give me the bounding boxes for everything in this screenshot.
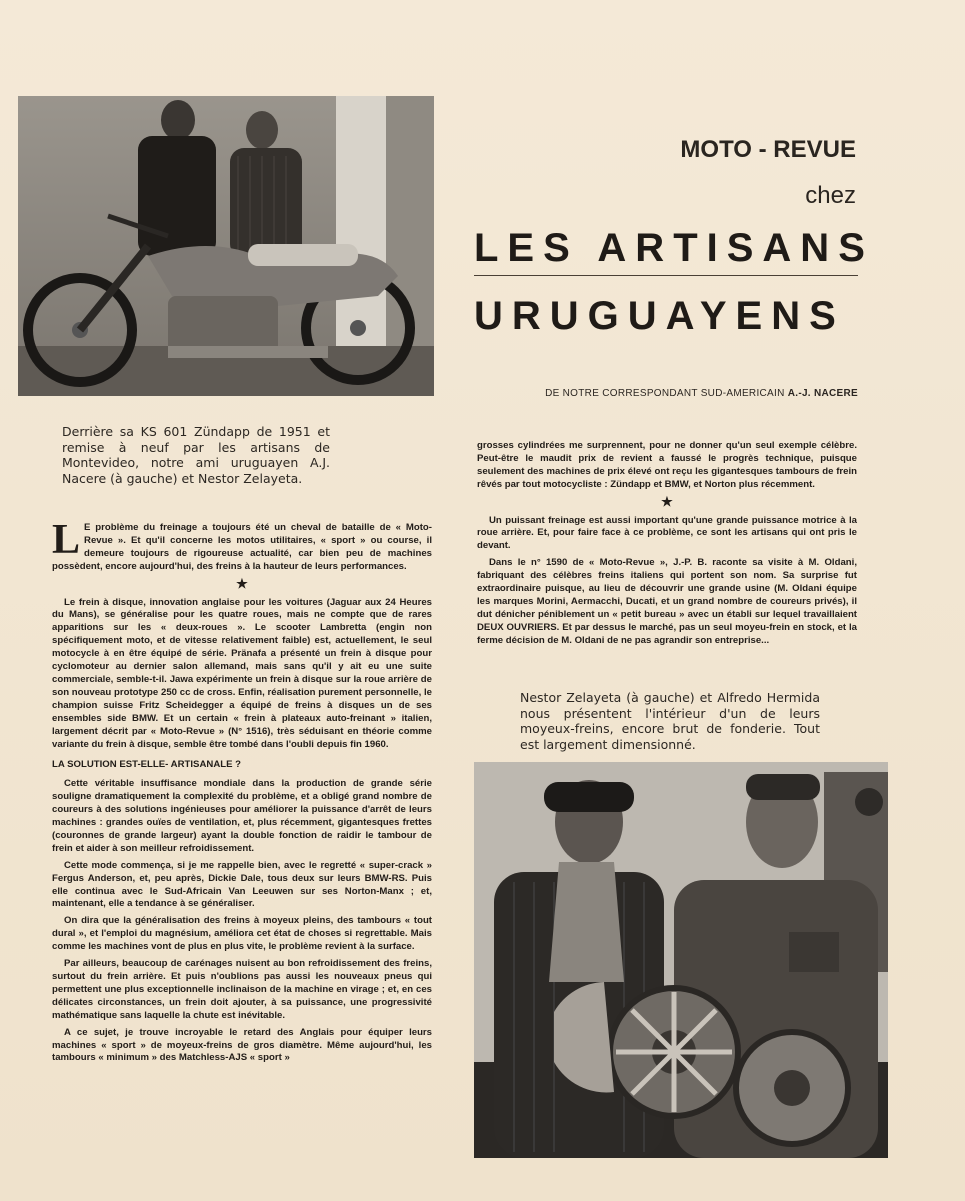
byline-author: A.-J. NACERE bbox=[787, 388, 858, 399]
photo-men-with-motorcycle bbox=[18, 96, 434, 396]
title-rule bbox=[474, 275, 858, 276]
paragraph-continued: grosses cylindrées me surprennent, pour ne donner qu'un seul exemple célèbre. Peut-être le maudit prix de revient a faussé le progrès technique, puisque seulement des machines de prix élevé ont reçu les gigantesques tambours de frein rêvés par tout motocycliste : Zündapp et BMW, et Norton plus récemment. bbox=[477, 440, 857, 490]
article-title-line2: URUGUAYENS bbox=[474, 294, 845, 338]
star-separator-right: ★ bbox=[661, 493, 673, 509]
byline-prefix: DE NOTRE CORRESPONDANT SUD-AMERICAIN bbox=[545, 388, 785, 399]
header-kicker-chez: chez bbox=[805, 182, 856, 209]
paragraph-oldani: Dans le n° 1590 de « Moto-Revue », J.-P. B. raconte sa visite à M. Oldani, fabriquant des célèbres freins italiens qui portent son nom. Sa surprise fut extraordinaire puisque, au lieu de découvrir une grande usine (M. Oldani équipe les marques Morini, Aermacchi, Ducati, et un grand nombre de coureurs privés), il dut dénicher péniblement un « petit bureau » avec un établi sur lequel travaillaient DEUX OUVRIERS. Et par dessus le marché, pas un seul moyeu-frein en stock, et la ferme décision de M. Oldani de ne pas agrandir son entreprise... bbox=[477, 557, 857, 646]
paragraph-insufficiency: Cette véritable insuffisance mondiale dans la production de grande série souligne dramatiquement la complexité du problème, et a obligé grand nombre de coureurs à des solutions ingénieuses pour améliorer la puissance d'arrêt de leurs machines : grandes ouïes de ventilation, et, plus récemment, gigantesques frettes (couronnes de grande largeur) ayant la double fonction de raidir le tambour de frein et aider à son meilleur refroidissement. bbox=[52, 778, 432, 854]
paragraph-powerful-braking: Un puissant freinage est aussi important qu'une grande puissance motrice à la roue arrière. Et, pour faire face à ce problème, ce sont les artisans qui ont pris le devant. bbox=[477, 514, 857, 552]
paragraph-fashion: Cette mode commença, si je me rappelle bien, avec le regretté « super-crack » Fergus Anderson, et, peu après, Dickie Dale, tous deux sur leurs BMW-RS. Puis elle continua avec le Sud-Africain Van Leeuwen sur ses Norton-Manx ; et, maintenant, elle a tendance à se généraliser. bbox=[52, 859, 432, 910]
star-separator: ★ bbox=[236, 575, 248, 591]
paragraph-generalisation: On dira que la généralisation des freins à moyeux pleins, des tambours « tout dural », et l'emploi du magnésium, améliora cet état de choses si regrettable. Mais comme les machines vont de plus en plus vite, le problème revient à la surface. bbox=[52, 915, 432, 953]
intro-paragraph bbox=[52, 517, 432, 574]
article-title-line1: LES ARTISANS bbox=[474, 226, 874, 270]
caption-top-photo: Derrière sa KS 601 Zündapp de 1951 et remise à neuf par les artisans de Montevideo, notre ami uruguayen A.J. Nacere (à gauche) et Nestor Zelayeta. bbox=[62, 424, 330, 486]
paragraph-fairings: Par ailleurs, beaucoup de carénages nuisent au bon refroidissement des freins, surtout du frein arrière. Et puis n'oublions pas aussi les nouveaux pneus qui permettent une plus exceptionnelle inclinaison de la machine en virage ; et, en ces délicates circonstances, un frein doit ajouter, à sa puissance, une progressivité mathématique sans laquelle la chute est inévitable. bbox=[52, 958, 432, 1021]
photo-men-with-brake-hubs bbox=[474, 762, 888, 1158]
article-column-left bbox=[52, 517, 432, 1069]
drop-cap: L bbox=[52, 517, 81, 563]
paragraph-english: A ce sujet, je trouve incroyable le retard des Anglais pour équiper leurs machines « sport » de moyeux-freins de gros diamètre. Même aujourd'hui, les tambours « minimum » des Matchless-AJS « sport » bbox=[52, 1026, 432, 1064]
caption-bottom-photo: Nestor Zelayeta (à gauche) et Alfredo Hermida nous présentent l'intérieur d'un de leurs moyeux-freins, encore brut de fonderie. Tout est largement dimensionné. bbox=[520, 690, 820, 752]
header-kicker: MOTO - REVUE bbox=[680, 136, 856, 163]
paragraph-disc-brakes: Le frein à disque, innovation anglaise pour les voitures (Jaguar aux 24 Heures du Mans), se généralise pour les quatre roues, mais ne compte que de rares apparitions sur les « deux-roues ». Le scooter Lambretta (engin non spécifiquement moto, et de vitesse relativement faible) est, actuellement, le seul motocycle à en être équipé de série. Pränafa a présenté un frein à disque pour cyclomoteur au dernier salon allemand, mais sans qu'il y ait eu une suite commerciale, semble-t-il. Jawa expérimente un frein à disque sur la roue arrière de son nouveau prototype 250 cc de cross. Enfin, réalisation purement personnelle, le champion suisse Fritz Scheidegger a équipé de freins à disques un de ses ensembles side BMW. Et un certain « frein à plateaux auto-freinant » italien, largement décrit par « Moto-Revue » (N° 1516), très séduisant en théorie comme variante du frein à disque, semble être tombé dans l'oubli depuis fin 1960. bbox=[52, 596, 432, 750]
article-column-right bbox=[477, 440, 857, 652]
subheading: LA SOLUTION EST-ELLE- ARTISANALE ? bbox=[52, 759, 242, 771]
intro-text: E problème du freinage a toujours été un cheval de bataille de « Moto-Revue ». Et qu'il concerne les motos utilitaires, « sport » ou course, il demeure toujours de rigoureuse actualité, car bien peu de machines possèdent, encore aujourd'hui, des freins à la hauteur de leurs performances. bbox=[52, 522, 432, 572]
byline bbox=[474, 388, 858, 399]
